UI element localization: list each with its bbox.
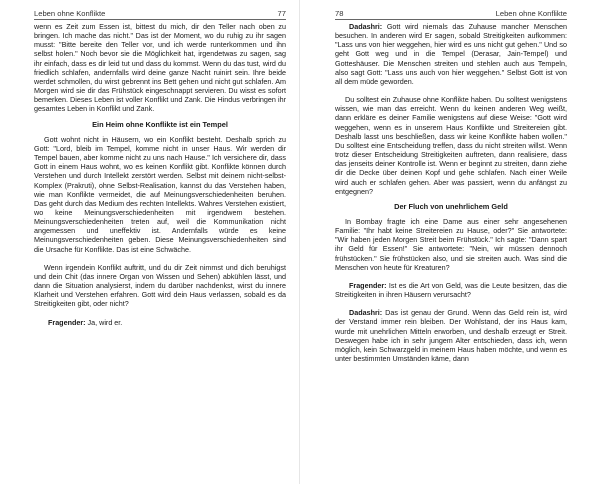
- page-number: 77: [277, 9, 286, 18]
- page-header: [34, 4, 286, 18]
- speaker-label: Fragender:: [48, 317, 86, 327]
- page-number: 78: [335, 9, 344, 18]
- dialogue-text: Ist es die Art von Geld, was die Leute besitzen, das die Streitigkeiten in ihren Häusern verursacht?: [335, 280, 567, 300]
- dialogue-text: Gott wird niemals das Zuhause mancher Menschen besuchen. In anderen wird Er sagen, sobald Streitigkeiten aufkommen: "Lass uns von hier weggehen, hier wird es uns nicht gut gehen." Und so geht Gott weg und in die Tempel (Derasar, Jain-Tempel) und Gotteshäuser. Die Menschen streiten und stehlen auch aus Tempeln, also sagt Gott: "Lass uns auch von hier weggehen." Selbst Gott ist von all dem müde geworden.: [335, 22, 567, 86]
- paragraph: Wenn irgendein Konflikt auftritt, und du dir Zeit nimmst und dich beruhigst und dein Chit (das innere Organ von Wissen und Sehen) abkühlen lässt, und dann die Situation analysierst, indem du darüber nachdenkst, wirst du innere Klarheit und Verstehen erfahren. Gott wird dein Haus verlassen, sobald es da Streitigkeiten gibt, oder nicht?: [34, 262, 286, 309]
- running-title: Leben ohne Konflikte: [34, 9, 106, 18]
- header-rule: [335, 19, 567, 20]
- speaker-label: Dadashri:: [349, 308, 383, 318]
- paragraph: wenn es Zeit zum Essen ist, bittest du mich, dir den Teller nach oben zu bringen. Ich mache das nicht." Das ist der Moment, wo du ruhig zu ihr sagen musst: "Bitte bereite den Teller vor, und ich werde runterkommen und ihn selbst holen." Noch bevor sie die Möglichkeit hat, irgendetwas zu sagen, sag ihr einfach, dass es dir leid tut und dass du kommst. Wenn du das tust, wird du friedlich schlafen, andernfalls wird deine ganze Nacht ruinirt sein. Ihre beide werdet schmollen, du wirst gebrennt ins Bett gehen und nicht gut schlafen. Am Morgen wird sie dir das Frühstück eingeschnappt servieren. Du wisst es sofort bemerken. Dieses Leben ist voller Konflikt und Zank. Die Hindus verbringen ihr gesamtes Leben in Konflikt und Zank.: [34, 22, 286, 114]
- section-heading: Der Fluch von unehrlichem Geld: [394, 201, 508, 211]
- dialogue-text: Ja, wird er.: [87, 317, 123, 327]
- header-rule: [34, 19, 286, 20]
- dialogue-line: [335, 22, 567, 86]
- speaker-label: Dadashri:: [349, 22, 383, 31]
- paragraph: Du solltest ein Zuhause ohne Konflikte haben. Du solltest wenigstens wissen, wie man das erreicht. Wenn du keinen anderen Weg weißt, dann erkläre es deiner Familie wenigstens auf diese Weise: "Gott wird weggehen, wenn es in unserem Haus Konflikte und Streitereien gibt. Deshalb lasst uns beschließen, dass wir keine Konflikte haben wollen." Du solltest eine Entscheidung treffen, dass du nicht streiten willst. Wenn trotz dieser Entscheidung Streitigkeiten auftreten, dann realisiere, dass das jenseits deiner Kontrolle ist. Wenn er beginnt zu streiten, dann ziehe dir die Decke über deinen Kopf und gehe schlafen. Nach einer Weile wird auch er schlafen gehen. Aber was passiert, wenn du anfängst zu entgegnen?: [335, 95, 567, 196]
- running-title: Leben ohne Konflikte: [495, 9, 567, 18]
- body-text: [335, 22, 567, 363]
- paragraph: In Bombay fragte ich eine Dame aus einer sehr angesehenen Familie: "Ihr habt keine Streitereien zu Hause, oder?" Sie antwortete: "Wir haben jeden Morgen Streit beim Frühstück." Ich sagte: "Dann spart ihr Geld für Essen!" Sie antwortete: "Nein, wir müssen dennoch frühstücken." Sie frühstücken also, und sie streiten auch. Was sind die Menschen von heute für Kreaturen?: [335, 216, 567, 272]
- page-header: [335, 4, 567, 18]
- speaker-label: Fragender:: [349, 280, 387, 290]
- dialogue-text: Das ist genau der Grund. Wenn das Geld rein ist, wird der Verstand immer rein bleiben. Der Wohlstand, der ins Haus kam, wurde mit unehrlichen Mitteln erworben, und deshalb erzeugt er Streit. Deswegen habe ich in sehr jungem Alter entschieden, dass ich, wenn möglich, kein Schwarzgeld in meinem Haus haben möchte, und wenn es unter bestimmten Umständen käme, dann: [335, 308, 567, 363]
- right-page: [300, 0, 599, 484]
- body-text: [34, 22, 286, 327]
- dialogue-line: [34, 318, 286, 327]
- dialogue-line: [335, 308, 567, 363]
- dialogue-line: [335, 281, 567, 299]
- paragraph: Gott wohnt nicht in Häusern, wo ein Konflikt besteht. Deshalb sprich zu Gott: "Lord, bleib im Tempel, komme nicht in unser Haus. Wir werden dir Tempel bauen, aber komme nicht zu uns nach Hause." Ich versichere dir, dass Gott in einem Haus wohnt, wo es keinen Konflikt gibt. Konflikte können durch Verstehen und durch Intellekt zerstört werden. Selbst mit deinem nicht-selbst-Komplex (Prakruti), ohne Selbst-Realisation, kannst du das Verstehen haben, wie man Konflikte vermeidet, die auf Meinungsverschiedenheiten beruhen. Das geht durch das Medium des rechten Intellekts. Wahres Verstehen existiert, wo keine Meinungsverschiedenheiten mit irgendwem bestehen. Meinungsverschiedenheiten treten auf, weil die Kommunikation nicht angemessen und uneffektiv ist. Andernfalls würde es keine Meinungsverschiedenheiten geben. Diese Meinungsverschiedenheiten sind die Ursache für Konflikte. Das ist eine Schwäche.: [34, 134, 286, 254]
- section-heading: Ein Heim ohne Konflikte ist ein Tempel: [92, 119, 228, 129]
